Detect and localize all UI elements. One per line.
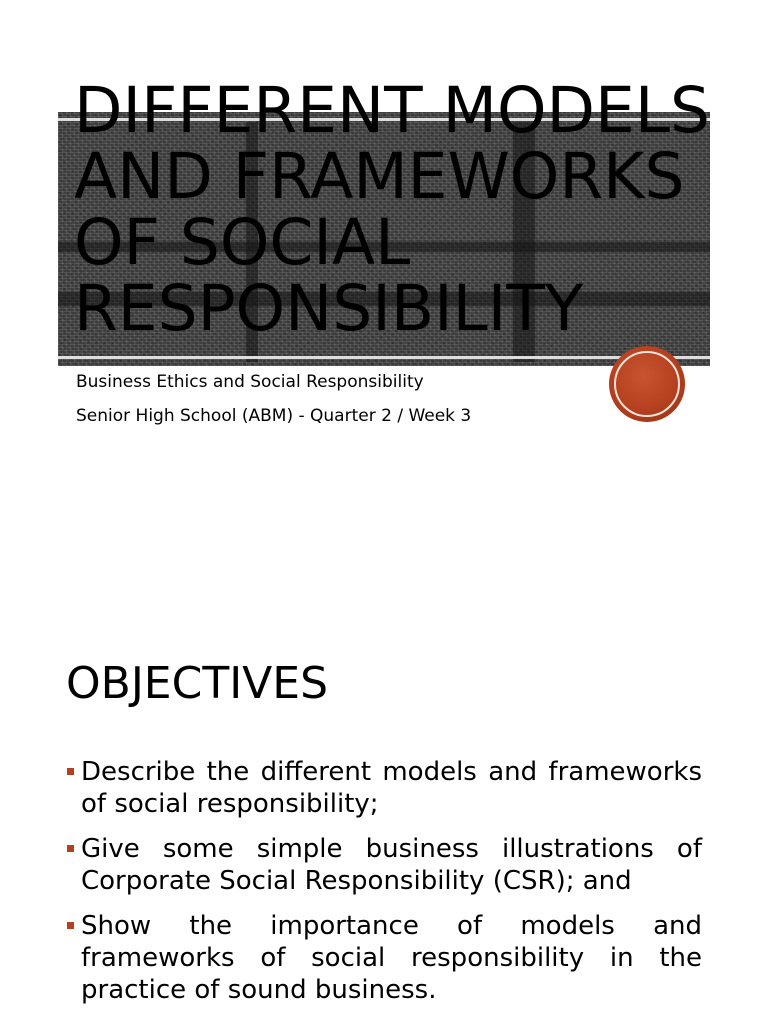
decorative-circle-ring [614,351,680,417]
objectives-list [66,756,702,1019]
objectives-heading: OBJECTIVES [66,658,329,709]
slide-title: DIFFERENT MODELS AND FRAMEWORKS OF SOCIAL RESPONSIBILITY [74,74,710,345]
list-item [66,756,702,820]
objective-text: Describe the different models and frameworks of social responsibility; [81,757,702,819]
list-item [66,910,702,1006]
square-bullet-icon [67,845,74,852]
list-item [66,833,702,897]
square-bullet-icon [67,922,74,929]
square-bullet-icon [67,768,74,775]
objective-text: Show the importance of models and frameworks of social responsibility in the practice of sound business. [81,911,702,1005]
subtitle-course: Business Ethics and Social Responsibility [76,372,424,392]
subtitle-grade-quarter: Senior High School (ABM) - Quarter 2 / Week 3 [76,406,472,426]
objectives-slide [0,512,768,1024]
decorative-circle-icon [609,346,685,422]
band-bottom-rule [58,356,710,359]
objective-text: Give some simple business illustrations of Corporate Social Responsibility (CSR); and [81,834,702,896]
